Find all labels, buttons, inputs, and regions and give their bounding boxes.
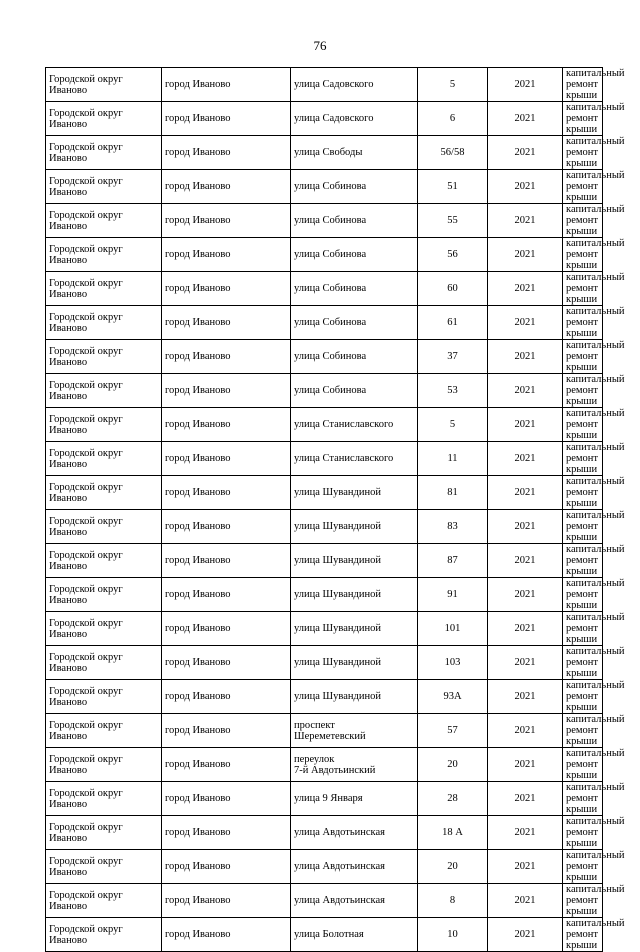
cell-house-number: 56/58 bbox=[418, 136, 488, 170]
table-row bbox=[46, 782, 603, 816]
cell-street: улица Авдотьинская bbox=[291, 884, 418, 918]
cell-district: Городской округ Иваново bbox=[46, 510, 162, 544]
cell-street: улица Болотная bbox=[291, 918, 418, 952]
cell-city: город Иваново bbox=[162, 136, 291, 170]
cell-house-number: 37 bbox=[418, 340, 488, 374]
cell-district: Городской округ Иваново bbox=[46, 680, 162, 714]
cell-district: Городской округ Иваново bbox=[46, 68, 162, 102]
table-row bbox=[46, 68, 603, 102]
cell-street: улица Собинова bbox=[291, 272, 418, 306]
cell-work-type: капитальный ремонт крыши bbox=[563, 476, 603, 510]
cell-district: Городской округ Иваново bbox=[46, 204, 162, 238]
cell-work-type: капитальный ремонт крыши bbox=[563, 340, 603, 374]
cell-district: Городской округ Иваново bbox=[46, 442, 162, 476]
cell-city: город Иваново bbox=[162, 510, 291, 544]
table-row bbox=[46, 748, 603, 782]
cell-city: город Иваново bbox=[162, 680, 291, 714]
cell-city: город Иваново bbox=[162, 748, 291, 782]
cell-city: город Иваново bbox=[162, 442, 291, 476]
cell-house-number: 10 bbox=[418, 918, 488, 952]
cell-work-type: капитальный ремонт крыши bbox=[563, 170, 603, 204]
cell-street: улица Станиславского bbox=[291, 442, 418, 476]
cell-district: Городской округ Иваново bbox=[46, 136, 162, 170]
cell-house-number: 103 bbox=[418, 646, 488, 680]
table-row bbox=[46, 612, 603, 646]
table-row bbox=[46, 170, 603, 204]
cell-city: город Иваново bbox=[162, 408, 291, 442]
cell-city: город Иваново bbox=[162, 918, 291, 952]
cell-work-type: капитальный ремонт крыши bbox=[563, 850, 603, 884]
cell-year: 2021 bbox=[488, 544, 563, 578]
cell-street: улица Шувандиной bbox=[291, 646, 418, 680]
cell-house-number: 5 bbox=[418, 408, 488, 442]
cell-house-number: 51 bbox=[418, 170, 488, 204]
cell-work-type: капитальный ремонт крыши bbox=[563, 136, 603, 170]
cell-house-number: 93А bbox=[418, 680, 488, 714]
cell-house-number: 56 bbox=[418, 238, 488, 272]
cell-city: город Иваново bbox=[162, 272, 291, 306]
cell-street: улица Станиславского bbox=[291, 408, 418, 442]
cell-house-number: 5 bbox=[418, 68, 488, 102]
cell-house-number: 20 bbox=[418, 748, 488, 782]
cell-street: улица Садовского bbox=[291, 68, 418, 102]
table-row bbox=[46, 510, 603, 544]
cell-work-type: капитальный ремонт крыши bbox=[563, 102, 603, 136]
cell-year: 2021 bbox=[488, 238, 563, 272]
cell-city: город Иваново bbox=[162, 782, 291, 816]
cell-work-type: капитальный ремонт крыши bbox=[563, 578, 603, 612]
cell-street: улица Шувандиной bbox=[291, 510, 418, 544]
cell-street: улица Собинова bbox=[291, 204, 418, 238]
registry-table-body bbox=[46, 68, 625, 952]
cell-year: 2021 bbox=[488, 306, 563, 340]
cell-work-type: капитальный ремонт крыши bbox=[563, 680, 603, 714]
cell-work-type: капитальный ремонт крыши bbox=[563, 918, 603, 952]
cell-work-type: капитальный ремонт крыши bbox=[563, 612, 603, 646]
cell-city: город Иваново bbox=[162, 306, 291, 340]
cell-house-number: 8 bbox=[418, 884, 488, 918]
cell-district: Городской округ Иваново bbox=[46, 544, 162, 578]
cell-house-number: 28 bbox=[418, 782, 488, 816]
cell-year: 2021 bbox=[488, 782, 563, 816]
cell-work-type: капитальный ремонт крыши bbox=[563, 408, 603, 442]
cell-street: улица Шувандиной bbox=[291, 578, 418, 612]
cell-year: 2021 bbox=[488, 680, 563, 714]
cell-city: город Иваново bbox=[162, 884, 291, 918]
cell-street: улица Шувандиной bbox=[291, 476, 418, 510]
cell-city: город Иваново bbox=[162, 714, 291, 748]
cell-city: город Иваново bbox=[162, 238, 291, 272]
page-number: 76 bbox=[313, 38, 327, 53]
cell-work-type: капитальный ремонт крыши bbox=[563, 748, 603, 782]
cell-city: город Иваново bbox=[162, 204, 291, 238]
cell-house-number: 60 bbox=[418, 272, 488, 306]
cell-work-type: капитальный ремонт крыши bbox=[563, 544, 603, 578]
cell-district: Городской округ Иваново bbox=[46, 306, 162, 340]
cell-district: Городской округ Иваново bbox=[46, 476, 162, 510]
cell-street: улица Садовского bbox=[291, 102, 418, 136]
table-row bbox=[46, 544, 603, 578]
cell-year: 2021 bbox=[488, 748, 563, 782]
cell-district: Городской округ Иваново bbox=[46, 238, 162, 272]
cell-district: Городской округ Иваново bbox=[46, 884, 162, 918]
cell-street: улица Шувандиной bbox=[291, 680, 418, 714]
cell-house-number: 101 bbox=[418, 612, 488, 646]
cell-work-type: капитальный ремонт крыши bbox=[563, 646, 603, 680]
cell-year: 2021 bbox=[488, 578, 563, 612]
cell-city: город Иваново bbox=[162, 578, 291, 612]
cell-house-number: 87 bbox=[418, 544, 488, 578]
table-row bbox=[46, 850, 603, 884]
cell-street: переулок 7-й Авдотьинский bbox=[291, 748, 418, 782]
cell-work-type: капитальный ремонт крыши bbox=[563, 238, 603, 272]
cell-district: Городской округ Иваново bbox=[46, 646, 162, 680]
table-row bbox=[46, 816, 603, 850]
cell-street: улица Собинова bbox=[291, 374, 418, 408]
cell-year: 2021 bbox=[488, 102, 563, 136]
table-row bbox=[46, 408, 603, 442]
cell-city: город Иваново bbox=[162, 68, 291, 102]
cell-district: Городской округ Иваново bbox=[46, 782, 162, 816]
table-row bbox=[46, 340, 603, 374]
cell-year: 2021 bbox=[488, 442, 563, 476]
table-row bbox=[46, 442, 603, 476]
cell-city: город Иваново bbox=[162, 850, 291, 884]
cell-district: Городской округ Иваново bbox=[46, 340, 162, 374]
cell-street: улица Шувандиной bbox=[291, 612, 418, 646]
cell-year: 2021 bbox=[488, 340, 563, 374]
cell-house-number: 6 bbox=[418, 102, 488, 136]
cell-year: 2021 bbox=[488, 816, 563, 850]
cell-city: город Иваново bbox=[162, 170, 291, 204]
table-row bbox=[46, 136, 603, 170]
table-row bbox=[46, 578, 603, 612]
cell-district: Городской округ Иваново bbox=[46, 714, 162, 748]
table-row bbox=[46, 306, 603, 340]
cell-house-number: 18 А bbox=[418, 816, 488, 850]
cell-year: 2021 bbox=[488, 646, 563, 680]
table-row bbox=[46, 238, 603, 272]
cell-district: Городской округ Иваново bbox=[46, 850, 162, 884]
cell-year: 2021 bbox=[488, 476, 563, 510]
cell-district: Городской округ Иваново bbox=[46, 816, 162, 850]
cell-street: проспект Шереметевский bbox=[291, 714, 418, 748]
table-row bbox=[46, 476, 603, 510]
cell-work-type: капитальный ремонт крыши bbox=[563, 782, 603, 816]
cell-year: 2021 bbox=[488, 612, 563, 646]
cell-work-type: капитальный ремонт крыши bbox=[563, 272, 603, 306]
cell-city: город Иваново bbox=[162, 476, 291, 510]
cell-work-type: капитальный ремонт крыши bbox=[563, 816, 603, 850]
cell-district: Городской округ Иваново bbox=[46, 170, 162, 204]
cell-year: 2021 bbox=[488, 714, 563, 748]
cell-work-type: капитальный ремонт крыши bbox=[563, 714, 603, 748]
cell-city: город Иваново bbox=[162, 544, 291, 578]
repair-registry-table bbox=[45, 67, 625, 952]
cell-year: 2021 bbox=[488, 68, 563, 102]
cell-house-number: 11 bbox=[418, 442, 488, 476]
cell-work-type: капитальный ремонт крыши bbox=[563, 68, 603, 102]
cell-year: 2021 bbox=[488, 170, 563, 204]
cell-year: 2021 bbox=[488, 136, 563, 170]
cell-district: Городской округ Иваново bbox=[46, 748, 162, 782]
cell-street: улица Собинова bbox=[291, 238, 418, 272]
cell-work-type: капитальный ремонт крыши bbox=[563, 204, 603, 238]
table-row bbox=[46, 918, 603, 952]
cell-work-type: капитальный ремонт крыши bbox=[563, 510, 603, 544]
cell-house-number: 91 bbox=[418, 578, 488, 612]
table-row bbox=[46, 646, 603, 680]
cell-house-number: 20 bbox=[418, 850, 488, 884]
cell-year: 2021 bbox=[488, 884, 563, 918]
cell-year: 2021 bbox=[488, 918, 563, 952]
cell-year: 2021 bbox=[488, 850, 563, 884]
cell-work-type: капитальный ремонт крыши bbox=[563, 884, 603, 918]
cell-work-type: капитальный ремонт крыши bbox=[563, 374, 603, 408]
cell-street: улица Шувандиной bbox=[291, 544, 418, 578]
cell-street: улица Собинова bbox=[291, 306, 418, 340]
cell-house-number: 83 bbox=[418, 510, 488, 544]
cell-house-number: 55 bbox=[418, 204, 488, 238]
cell-street: улица Собинова bbox=[291, 340, 418, 374]
table-row bbox=[46, 884, 603, 918]
table-row bbox=[46, 374, 603, 408]
cell-district: Городской округ Иваново bbox=[46, 102, 162, 136]
cell-district: Городской округ Иваново bbox=[46, 918, 162, 952]
cell-city: город Иваново bbox=[162, 646, 291, 680]
cell-district: Городской округ Иваново bbox=[46, 408, 162, 442]
cell-city: город Иваново bbox=[162, 340, 291, 374]
cell-house-number: 57 bbox=[418, 714, 488, 748]
cell-district: Городской округ Иваново bbox=[46, 612, 162, 646]
cell-street: улица Авдотьинская bbox=[291, 816, 418, 850]
cell-house-number: 81 bbox=[418, 476, 488, 510]
cell-district: Городской округ Иваново bbox=[46, 578, 162, 612]
cell-district: Городской округ Иваново bbox=[46, 272, 162, 306]
cell-work-type: капитальный ремонт крыши bbox=[563, 306, 603, 340]
cell-year: 2021 bbox=[488, 408, 563, 442]
table-row bbox=[46, 680, 603, 714]
table-row bbox=[46, 102, 603, 136]
cell-street: улица 9 Января bbox=[291, 782, 418, 816]
cell-district: Городской округ Иваново bbox=[46, 374, 162, 408]
table-row bbox=[46, 272, 603, 306]
cell-street: улица Собинова bbox=[291, 170, 418, 204]
cell-house-number: 53 bbox=[418, 374, 488, 408]
cell-year: 2021 bbox=[488, 510, 563, 544]
cell-city: город Иваново bbox=[162, 612, 291, 646]
cell-city: город Иваново bbox=[162, 374, 291, 408]
cell-house-number: 61 bbox=[418, 306, 488, 340]
cell-street: улица Свободы bbox=[291, 136, 418, 170]
cell-street: улица Авдотьинская bbox=[291, 850, 418, 884]
table-row bbox=[46, 714, 603, 748]
cell-year: 2021 bbox=[488, 374, 563, 408]
cell-city: город Иваново bbox=[162, 816, 291, 850]
cell-work-type: капитальный ремонт крыши bbox=[563, 442, 603, 476]
cell-city: город Иваново bbox=[162, 102, 291, 136]
table-row bbox=[46, 204, 603, 238]
cell-year: 2021 bbox=[488, 204, 563, 238]
cell-year: 2021 bbox=[488, 272, 563, 306]
